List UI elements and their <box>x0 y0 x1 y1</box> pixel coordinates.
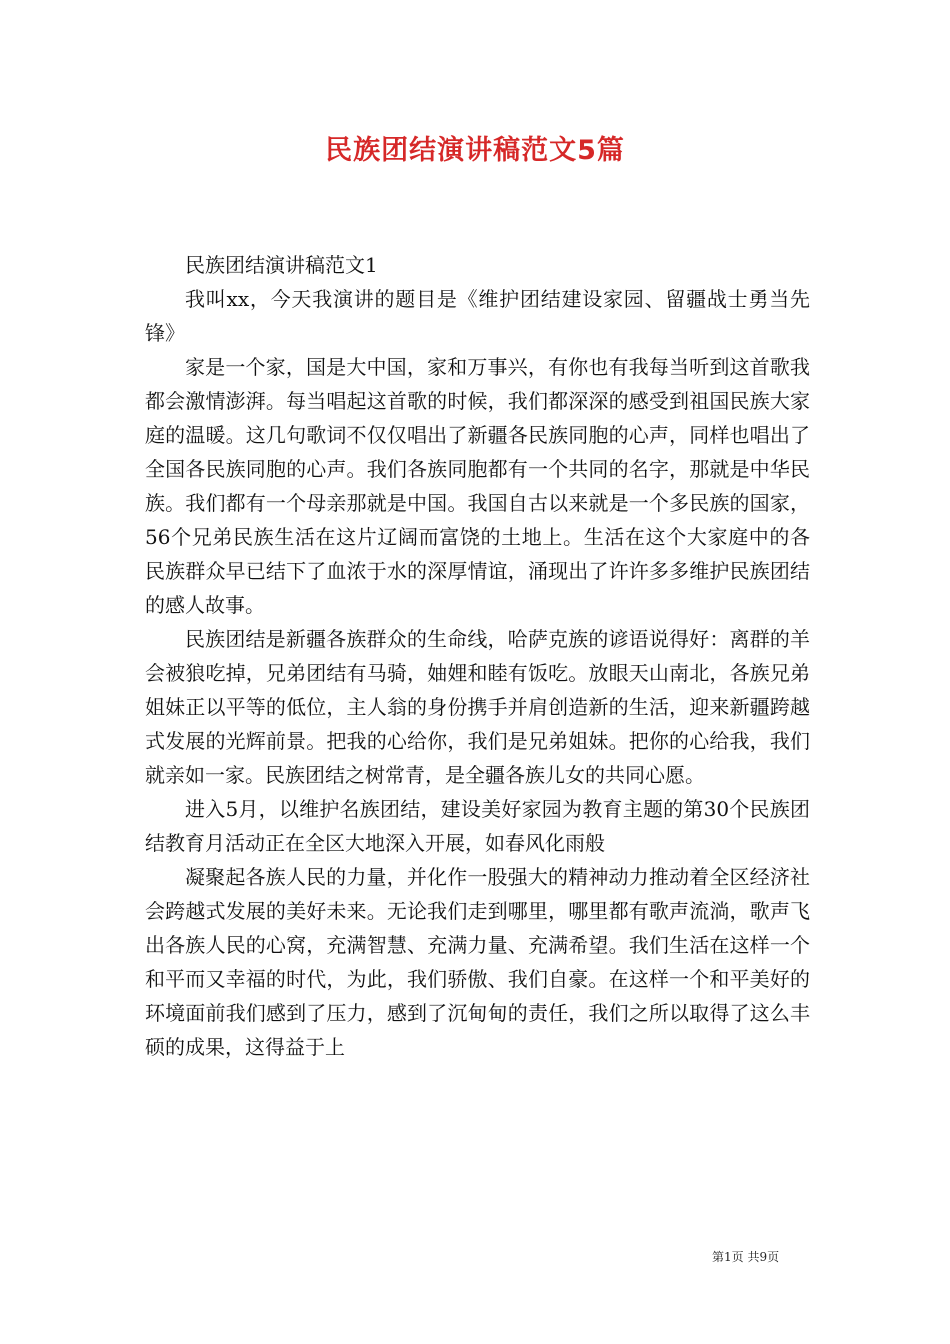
body-paragraph: 家是一个家，国是大中国，家和万事兴，有你也有我每当听到这首歌我都会激情澎湃。每当唱起这首歌的时候，我们都深深的感受到祖国民族大家庭的温暖。这几句歌词不仅仅唱出了新疆各民族同胞的心声，同样也唱出了全国各民族同胞的心声。我们各族同胞都有一个共同的名字，那就是中华民族。我们都有一个母亲那就是中国。我国自古以来就是一个多民族的国家，56个兄弟民族生活在这片辽阔而富饶的土地上。生活在这个大家庭中的各民族群众早已结下了血浓于水的深厚情谊，涌现出了许许多多维护民族团结的感人故事。 <box>145 355 810 617</box>
body-paragraph: 民族团结是新疆各族群众的生命线，哈萨克族的谚语说得好：离群的羊会被狼吃掉，兄弟团结有马骑，妯娌和睦有饭吃。放眼天山南北，各族兄弟姐妹正以平等的低位，主人翁的身份携手并肩创造新的生活，迎来新疆跨越式发展的光辉前景。把我的心给你，我们是兄弟姐妹。把你的心给我，我们就亲如一家。民族团结之树常青，是全疆各族儿女的共同心愿。 <box>145 627 810 787</box>
document-body <box>145 248 810 1064</box>
section-heading: 民族团结演讲稿范文1 <box>185 253 378 277</box>
body-paragraph: 凝聚起各族人民的力量，并化作一股强大的精神动力推动着全区经济社会跨越式发展的美好未来。无论我们走到哪里，哪里都有歌声流淌，歌声飞出各族人民的心窝，充满智慧、充满力量、充满希望。我们生活在这样一个和平而又幸福的时代，为此，我们骄傲、我们自豪。在这样一个和平美好的环境面前我们感到了压力，感到了沉甸甸的责任，我们之所以取得了这么丰硕的成果，这得益于上 <box>145 865 810 1059</box>
body-paragraph: 我叫xx，今天我演讲的题目是《维护团结建设家园、留疆战士勇当先锋》 <box>145 287 810 345</box>
document-title: 民族团结演讲稿范文5篇 <box>325 135 625 166</box>
page-number-footer: 第1页 共9页 <box>712 1250 780 1264</box>
body-paragraph: 进入5月，以维护名族团结，建设美好家园为教育主题的第30个民族团结教育月活动正在全区大地深入开展，如春风化雨般 <box>145 797 810 855</box>
